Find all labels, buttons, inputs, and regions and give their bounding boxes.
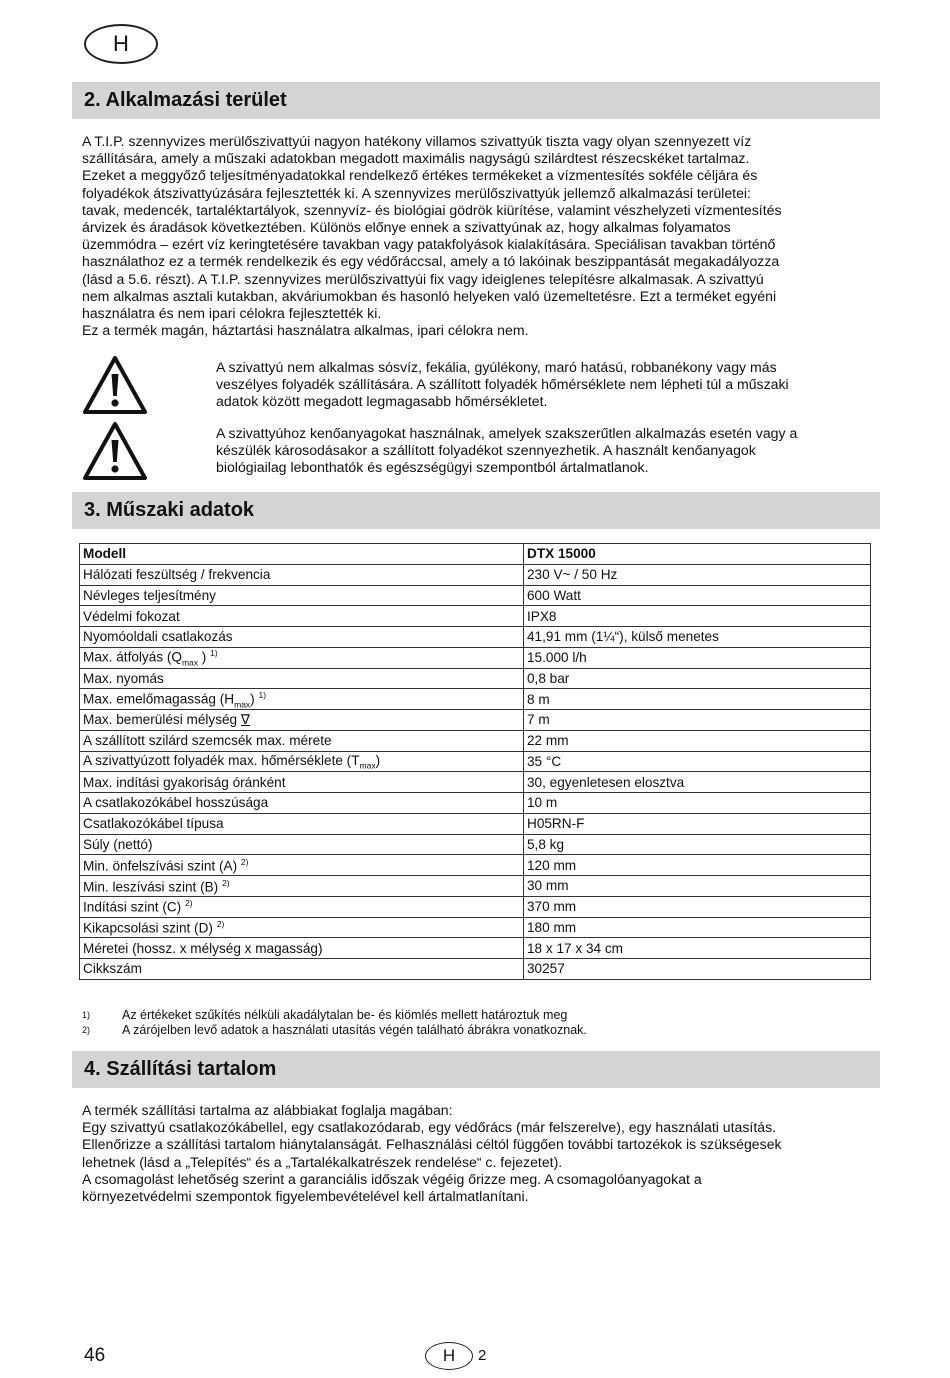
spec-value-cell bbox=[524, 834, 871, 855]
spec-label-cell bbox=[80, 876, 524, 897]
spec-value-cell bbox=[524, 585, 871, 606]
table-row bbox=[80, 564, 871, 585]
spec-value: 41,91 mm (1¼“), külső menetes bbox=[527, 629, 719, 645]
table-row bbox=[80, 834, 871, 855]
spec-value-cell bbox=[524, 938, 871, 959]
spec-value-cell bbox=[524, 751, 871, 772]
spec-label-subscript: max bbox=[181, 657, 199, 668]
table-row bbox=[80, 689, 871, 710]
footer-country-code: H bbox=[442, 1346, 456, 1365]
spec-label-cell bbox=[80, 896, 524, 917]
spec-value: 8 m bbox=[527, 691, 550, 707]
footnote-mark: 1) bbox=[82, 1010, 91, 1020]
country-badge bbox=[84, 24, 158, 64]
spec-label-cell bbox=[80, 813, 524, 834]
table-row bbox=[80, 585, 871, 606]
spec-label: Cikkszám bbox=[83, 961, 142, 977]
spec-label: Hálózati feszültség / frekvencia bbox=[83, 567, 271, 583]
table-row bbox=[80, 710, 871, 731]
body-line: használatra és nem ipari célokra fejlesztették ki. bbox=[82, 305, 382, 322]
body-line: folyadékok átszivattyúzására fejlesztették ki. A szennyvizes merülőszivattyúk jellemző alkalmazási területei: bbox=[82, 184, 751, 201]
section-2-body bbox=[82, 133, 872, 339]
spec-label: Védelmi fokozat bbox=[83, 608, 180, 624]
table-row bbox=[80, 730, 871, 751]
spec-label: Max. emelőmagasság (H bbox=[83, 691, 235, 707]
spec-label: Max. bemerülési mélység bbox=[83, 711, 241, 727]
spec-label: A szállított szilárd szemcsék max. mérete bbox=[83, 733, 332, 749]
spec-value-cell bbox=[524, 917, 871, 938]
section-3-title: 3. Műszaki adatok bbox=[84, 499, 255, 521]
spec-value: 35 °C bbox=[527, 753, 562, 769]
table-header-row bbox=[80, 544, 871, 565]
section-2-header bbox=[72, 82, 880, 119]
spec-value-cell bbox=[524, 813, 871, 834]
spec-label-cell bbox=[80, 710, 524, 731]
water-level-icon: ∇ bbox=[240, 711, 250, 727]
spec-value-cell bbox=[524, 793, 871, 814]
table-row bbox=[80, 876, 871, 897]
spec-value: IPX8 bbox=[527, 608, 557, 624]
spec-value-cell bbox=[524, 647, 871, 668]
spec-value: 15.000 l/h bbox=[527, 650, 587, 666]
body-line: A T.I.P. szennyvizes merülőszivattyúi nagyon hatékony villamos szivattyúk tiszta vagy olyan szennyezett víz bbox=[82, 133, 752, 149]
spec-footnote-ref: 2) bbox=[184, 898, 193, 909]
spec-label: Indítási szint (C) bbox=[83, 899, 185, 915]
spec-label: Min. leszívási szint (B) bbox=[83, 879, 222, 895]
section-4-header bbox=[72, 1051, 880, 1088]
body-line: Ez a termék magán, háztartási használatra alkalmas, ipari célokra nem. bbox=[82, 322, 529, 339]
body-line: (lásd a 5.6. részt). A T.I.P. szennyvizes merülőszivattyúi fix vagy ideiglenes telepítésre alkalmasak. A szivattyú bbox=[82, 270, 764, 287]
body-line: Egy szivattyú csatlakozókábellel, egy csatlakozódarab, egy védőrács (már felszerelve), egy használati utasítás. bbox=[82, 1119, 777, 1136]
spec-value-cell bbox=[524, 876, 871, 897]
body-line: tavak, medencék, tartaléktartályok, szennyvíz- és biológiai gödrök kiürítése, valamint vészhelyzeti vízmentesítés bbox=[82, 201, 782, 218]
specs-table bbox=[79, 543, 871, 980]
spec-label-cell bbox=[80, 730, 524, 751]
warning-triangle-icon bbox=[82, 421, 148, 481]
spec-label: A szivattyúzott folyadék max. hőmérséklete (T bbox=[83, 752, 360, 768]
table-row bbox=[80, 917, 871, 938]
spec-label-suffix: ) bbox=[198, 649, 211, 665]
section-3-header bbox=[72, 492, 880, 529]
spec-label-cell bbox=[80, 647, 524, 668]
spec-value-cell bbox=[524, 730, 871, 751]
table-row bbox=[80, 751, 871, 772]
spec-label-cell bbox=[80, 938, 524, 959]
spec-value: 30257 bbox=[527, 961, 565, 977]
spec-value: 230 V~ / 50 Hz bbox=[527, 567, 618, 583]
spec-label: Min. önfelszívási szint (A) bbox=[83, 858, 241, 874]
body-line: üzemmódra – ezért víz keringtetésére tavakban vagy patakfolyások kialakítására. Speciálisan tavakban történő bbox=[82, 236, 776, 253]
spec-label: Max. nyomás bbox=[83, 670, 164, 686]
table-row bbox=[80, 647, 871, 668]
spec-label-cell bbox=[80, 606, 524, 627]
spec-label-cell bbox=[80, 668, 524, 689]
spec-value: 30, egyenletesen elosztva bbox=[527, 774, 685, 790]
spec-value-cell bbox=[524, 855, 871, 876]
page-number: 46 bbox=[84, 1345, 106, 1366]
spec-footnote-ref: 2) bbox=[221, 877, 230, 888]
spec-label: Nyomóoldali csatlakozás bbox=[83, 629, 233, 645]
spec-label-subscript: max bbox=[234, 698, 251, 709]
spec-label-cell bbox=[80, 689, 524, 710]
spec-label: Max. indítási gyakoriság óránként bbox=[83, 774, 286, 790]
spec-footnote-ref: 2) bbox=[240, 856, 249, 867]
spec-value-cell bbox=[524, 606, 871, 627]
warning-triangle-icon bbox=[82, 355, 148, 415]
footer-country-badge bbox=[425, 1342, 473, 1370]
spec-label: A csatlakozókábel hosszúsága bbox=[83, 795, 269, 811]
table-row bbox=[80, 855, 871, 876]
spec-label-cell bbox=[80, 855, 524, 876]
spec-label-cell bbox=[80, 959, 524, 980]
table-row bbox=[80, 896, 871, 917]
spec-footnote-ref: 2) bbox=[216, 919, 225, 930]
spec-value: 370 mm bbox=[527, 899, 577, 915]
body-line: szállítására, amely a műszaki adatokban megadott maximális nagyságú szilárdtest részecskéket tartalmaz. bbox=[82, 150, 750, 167]
table-row bbox=[80, 606, 871, 627]
warning-line: készülék károsodásakor a szállított folyadékot szennyezhetik. A használt kenőanyagok bbox=[216, 442, 756, 459]
footnote bbox=[82, 1023, 587, 1038]
spec-footnote-ref: 1) bbox=[210, 648, 218, 658]
spec-label-cell bbox=[80, 917, 524, 938]
spec-value: 18 x 17 x 34 cm bbox=[527, 940, 623, 956]
table-row bbox=[80, 813, 871, 834]
spec-value: 7 m bbox=[527, 712, 550, 728]
spec-label-cell bbox=[80, 585, 524, 606]
spec-value-cell bbox=[524, 544, 871, 565]
section-4-title: 4. Szállítási tartalom bbox=[84, 1058, 277, 1080]
spec-label: Max. átfolyás (Q bbox=[83, 649, 182, 665]
warning-2-text bbox=[216, 425, 876, 477]
body-line: környezetvédelmi szempontok figyelembevételével kell ártalmatlanítani. bbox=[82, 1188, 529, 1205]
spec-value: H05RN-F bbox=[527, 816, 585, 832]
spec-value-cell bbox=[524, 668, 871, 689]
body-line: nem alkalmas asztali kutakban, akváriumokban és hasonló helyeken való üzemeltetésre. Ezt a terméket egyéni bbox=[82, 287, 777, 304]
table-row bbox=[80, 959, 871, 980]
spec-value: 600 Watt bbox=[527, 587, 581, 603]
country-code: H bbox=[113, 31, 129, 56]
section-2-title: 2. Alkalmazási terület bbox=[84, 89, 287, 111]
footnote-text: A zárójelben levő adatok a használati utasítás végén található ábrákra vonatkoznak. bbox=[122, 1022, 587, 1037]
spec-label-cell bbox=[80, 544, 524, 565]
table-row bbox=[80, 793, 871, 814]
table-row bbox=[80, 668, 871, 689]
warning-line: A szivattyú nem alkalmas sósvíz, fekália, gyúlékony, maró hatású, robbanékony vagy más bbox=[216, 359, 777, 375]
spec-label-cell bbox=[80, 751, 524, 772]
footnote-text: Az értékeket szűkítés nélküli akadálytalan be- és kiömlés mellett határoztuk meg bbox=[122, 1008, 568, 1022]
body-line: lehetnek (lásd a „Telepítés“ és a „Tartalékalkatrészek rendelése“ c. fejezetet). bbox=[82, 1153, 563, 1170]
spec-value-cell bbox=[524, 896, 871, 917]
warning-line: biológiailag lebonthatók és egészségügyi szempontból ártalmatlanok. bbox=[216, 459, 649, 476]
spec-label-subscript: max bbox=[359, 760, 376, 771]
spec-value-cell bbox=[524, 627, 871, 648]
spec-label: Méretei (hossz. x mélység x magasság) bbox=[83, 940, 323, 956]
spec-value: 10 m bbox=[527, 795, 558, 811]
spec-label: Kikapcsolási szint (D) bbox=[83, 920, 217, 936]
body-line: A termék szállítási tartalma az alábbiakat foglalja magában: bbox=[82, 1102, 453, 1118]
spec-value: 120 mm bbox=[527, 857, 577, 873]
spec-label-cell bbox=[80, 627, 524, 648]
body-line: A csomagolást lehetőség szerint a garanciális időszak végéig őrizze meg. A csomagolóanyagokat a bbox=[82, 1170, 702, 1187]
table-row bbox=[80, 938, 871, 959]
spec-value: DTX 15000 bbox=[527, 546, 596, 562]
spec-value-cell bbox=[524, 710, 871, 731]
spec-label-cell bbox=[80, 564, 524, 585]
spec-label-suffix: ) bbox=[375, 752, 381, 768]
footnote bbox=[82, 1008, 587, 1023]
body-line: használathoz ez a termék rendelkezik és egy védőráccsal, amely a tó lakóinak beszippantását megakadályozza bbox=[82, 253, 780, 270]
footnotes bbox=[82, 1008, 587, 1038]
table-row bbox=[80, 627, 871, 648]
spec-label-cell bbox=[80, 834, 524, 855]
spec-value-cell bbox=[524, 564, 871, 585]
table-row bbox=[80, 772, 871, 793]
spec-value: 180 mm bbox=[527, 919, 577, 935]
spec-value-cell bbox=[524, 772, 871, 793]
warning-line: adatok között megadott legmagasabb hőmérsékletet. bbox=[216, 393, 548, 410]
spec-label-cell bbox=[80, 772, 524, 793]
warning-line: A szivattyúhoz kenőanyagokat használnak, amelyek szakszerűtlen alkalmazás esetén vagy a bbox=[216, 425, 798, 441]
spec-label: Névleges teljesítmény bbox=[83, 587, 216, 603]
spec-value: 5,8 kg bbox=[527, 836, 565, 852]
body-line: Ellenőrizze a szállítási tartalom hiánytalanságát. Felhasználási céltól függően további tartozékok is szükségesek bbox=[82, 1136, 782, 1153]
spec-label-cell bbox=[80, 793, 524, 814]
warning-1-text bbox=[216, 359, 876, 411]
spec-value: 30 mm bbox=[527, 878, 569, 894]
spec-label-suffix: ) bbox=[250, 691, 259, 707]
section-4-body bbox=[82, 1102, 872, 1205]
spec-label: Modell bbox=[83, 546, 127, 562]
spec-label: Súly (nettó) bbox=[83, 836, 153, 852]
footer-sub-number: 2 bbox=[478, 1347, 487, 1364]
spec-footnote-ref: 1) bbox=[258, 689, 267, 700]
footnote-mark: 2) bbox=[82, 1024, 91, 1035]
spec-label: Csatlakozókábel típusa bbox=[83, 816, 224, 832]
body-line: árvizek és áradások következtében. Különös előnye ennek a szivattyúnak az, hogy alkalmas folyamatos bbox=[82, 219, 731, 236]
body-line: Ezeket a meggyőző teljesítményadatokkal rendelkező értékes termékeket a vízmentesítés sokféle céljára és bbox=[82, 167, 758, 184]
spec-value: 0,8 bar bbox=[527, 670, 570, 686]
warning-line: veszélyes folyadék szállítására. A szállított folyadék hőmérséklete nem lépheti túl a műszaki bbox=[216, 376, 789, 393]
spec-value-cell bbox=[524, 959, 871, 980]
spec-value: 22 mm bbox=[527, 733, 569, 749]
spec-value-cell bbox=[524, 689, 871, 710]
